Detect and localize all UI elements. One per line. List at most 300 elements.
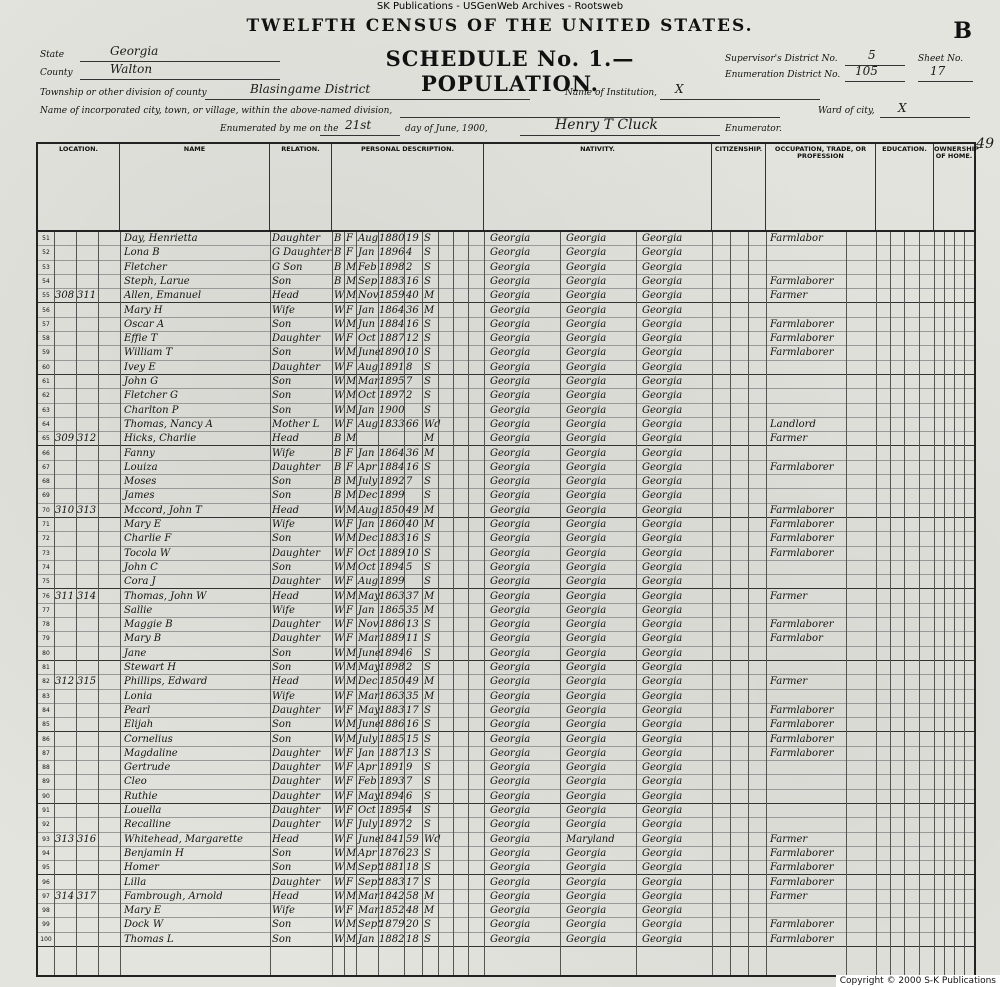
cell-m: S: [424, 404, 431, 416]
cell-s: M: [346, 290, 357, 302]
cell-occ: Farmlaborer: [770, 519, 834, 530]
cell-s: F: [346, 805, 353, 816]
cell-age: 17: [406, 876, 419, 888]
cell-s: F: [346, 333, 353, 345]
cell-m: S: [424, 261, 431, 273]
cell-father: Georgia: [566, 933, 607, 945]
cell-fam: 317: [77, 890, 97, 902]
cell-father: Georgia: [566, 290, 607, 302]
cell-name: Mccord, John T: [124, 504, 202, 516]
cell-mother: Georgia: [642, 519, 683, 530]
cell-father: Georgia: [566, 676, 607, 688]
cell-birth: Georgia: [490, 461, 531, 473]
cell-dw: [55, 604, 75, 618]
cell-birth: Georgia: [490, 404, 531, 416]
cell-age: 5: [406, 561, 413, 573]
cell-m: S: [424, 776, 431, 788]
cell-m: S: [424, 233, 431, 244]
cell-age: 16: [406, 461, 419, 473]
cell-name: Steph, Larue: [124, 275, 190, 287]
cell-c: W: [334, 519, 345, 530]
cell-mother: Georgia: [642, 476, 683, 488]
cell-s: M: [346, 733, 357, 745]
cell-fam: [77, 404, 97, 418]
line-number: 60: [42, 363, 50, 371]
cell-c: W: [334, 561, 345, 573]
cell-name: Lona B: [124, 247, 160, 259]
cell-mo: Mar: [358, 376, 379, 387]
cell-father: Georgia: [566, 461, 607, 473]
col-location: LOCATION.: [38, 144, 120, 232]
line-number: 74: [42, 563, 50, 571]
line-number: 93: [42, 835, 50, 843]
cell-father: Georgia: [566, 333, 607, 345]
cell-mother: Georgia: [642, 819, 683, 831]
cell-mother: Georgia: [642, 919, 683, 931]
line-number: 86: [42, 735, 50, 743]
cell-father: Georgia: [566, 704, 607, 716]
cell-rel: Son: [272, 662, 292, 673]
cell-m: S: [424, 561, 431, 573]
cell-dw: [55, 690, 75, 704]
cell-birth: Georgia: [490, 261, 531, 273]
cell-mother: Georgia: [642, 275, 683, 287]
cell-mother: Georgia: [642, 404, 683, 416]
cell-mother: Georgia: [642, 433, 683, 445]
cell-s: F: [346, 519, 353, 530]
col-ownership: OWNERSHIP OF HOME.: [934, 145, 979, 160]
cell-c: W: [334, 662, 345, 673]
cell-age: 17: [406, 704, 419, 716]
cell-c: W: [334, 819, 345, 831]
cell-s: M: [346, 561, 357, 573]
cell-m: S: [424, 333, 431, 345]
cell-mother: Georgia: [642, 890, 683, 902]
cell-s: M: [346, 347, 357, 359]
cell-rel: G Daughter: [272, 247, 332, 259]
cell-father: Georgia: [566, 762, 607, 774]
line-number: 66: [42, 449, 50, 457]
cell-mo: Sep: [358, 275, 378, 287]
table-row: [38, 733, 974, 747]
cell-s: M: [346, 847, 357, 859]
cell-rel: G Son: [272, 261, 303, 273]
cell-c: B: [334, 233, 342, 244]
cell-dw: [55, 261, 75, 275]
cell-yr: 1881: [379, 862, 405, 874]
cell-birth: Georgia: [490, 447, 531, 459]
cell-s: F: [346, 418, 353, 430]
cell-m: M: [424, 604, 435, 616]
cell-occ: Farmlaborer: [770, 847, 834, 859]
cell-dw: [55, 304, 75, 318]
cell-father: Georgia: [566, 390, 607, 402]
line-number: 69: [42, 492, 50, 500]
cell-father: Georgia: [566, 561, 607, 573]
cell-dw: [55, 561, 75, 575]
cell-fam: [77, 847, 97, 861]
cell-s: M: [346, 533, 357, 545]
cell-dw: [55, 332, 75, 346]
cell-mo: Apr: [358, 762, 377, 774]
cell-age: 23: [406, 847, 419, 859]
table-row: [38, 747, 974, 761]
cell-rel: Daughter: [272, 762, 320, 774]
cell-m: S: [424, 862, 431, 874]
cell-age: 48: [406, 905, 419, 917]
cell-age: 7: [406, 476, 413, 488]
cell-mo: Sept: [358, 876, 382, 888]
cell-yr: 1841: [379, 833, 405, 845]
cell-s: F: [346, 704, 353, 716]
cell-mother: Georgia: [642, 762, 683, 774]
cell-mo: Aug: [358, 418, 379, 430]
cell-rel: Son: [272, 404, 292, 416]
cell-age: 58: [406, 890, 419, 902]
cell-name: Whitehead, Margarette: [124, 833, 243, 845]
table-row: [38, 432, 974, 446]
cell-fam: 315: [77, 676, 97, 688]
line-number: 92: [42, 821, 50, 829]
cell-c: W: [334, 619, 345, 631]
cell-mo: Feb: [358, 776, 377, 788]
cell-c: W: [334, 376, 345, 387]
table-row: [38, 475, 974, 489]
cell-mo: Oct: [358, 561, 376, 573]
cell-occ: [770, 761, 846, 775]
cell-mother: Georgia: [642, 833, 683, 845]
cell-c: W: [334, 905, 345, 917]
cell-age: [406, 404, 422, 418]
cell-birth: Georgia: [490, 747, 531, 759]
cell-yr: 1850: [379, 504, 405, 516]
cell-rel: Daughter: [272, 747, 320, 759]
cell-mo: Apr: [358, 461, 377, 473]
table-row: [38, 518, 974, 532]
table-row: [38, 404, 974, 418]
table-row: [38, 332, 974, 346]
cell-father: Georgia: [566, 476, 607, 488]
census-table: [36, 142, 979, 977]
cell-fam: 316: [77, 833, 97, 845]
cell-m: M: [424, 504, 435, 516]
cell-fam: [77, 618, 97, 632]
cell-dw: [55, 775, 75, 789]
cell-mo: Jan: [358, 933, 375, 945]
cell-yr: 1852: [379, 905, 405, 917]
cell-dw: [55, 489, 75, 503]
cell-dw: [55, 761, 75, 775]
cell-name: Lonia: [124, 690, 153, 702]
cell-rel: Son: [272, 390, 292, 402]
cell-yr: 1894: [379, 647, 405, 659]
cell-name: Lilla: [124, 876, 147, 888]
cell-fam: [77, 876, 97, 890]
cell-age: 2: [406, 819, 413, 831]
cell-fam: [77, 647, 97, 661]
cell-father: Georgia: [566, 633, 607, 645]
table-row: [38, 661, 974, 675]
cell-name: Fanny: [124, 447, 155, 459]
cell-yr: 1899: [379, 490, 405, 502]
cell-name: Cora J: [124, 576, 156, 588]
cell-age: 8: [406, 361, 413, 373]
cell-mother: Georgia: [642, 247, 683, 259]
cell-fam: [77, 346, 97, 360]
cell-c: W: [334, 733, 345, 745]
cell-mo: May: [358, 590, 380, 602]
col-name: NAME: [120, 144, 270, 232]
cell-rel: Daughter: [272, 633, 320, 645]
cell-occ: Farmlaborer: [770, 747, 834, 759]
cell-s: M: [346, 890, 357, 902]
table-row: [38, 389, 974, 403]
cell-age: 37: [406, 590, 419, 602]
cell-occ: Farmlaborer: [770, 876, 834, 888]
cell-m: S: [424, 318, 431, 330]
cell-age: 16: [406, 533, 419, 545]
cell-yr: 1886: [379, 719, 405, 731]
cell-c: W: [334, 847, 345, 859]
cell-fam: [77, 547, 97, 561]
cell-mo: Nov: [358, 619, 379, 631]
cell-m: S: [424, 704, 431, 716]
cell-fam: [77, 475, 97, 489]
cell-fam: [77, 332, 97, 346]
cell-mother: Georgia: [642, 790, 683, 802]
cell-mother: Georgia: [642, 862, 683, 874]
cell-rel: Son: [272, 490, 292, 502]
cell-fam: [77, 790, 97, 804]
cell-s: M: [346, 719, 357, 731]
cell-father: Georgia: [566, 876, 607, 888]
cell-birth: Georgia: [490, 604, 531, 616]
table-row: [38, 375, 974, 389]
cell-c: W: [334, 361, 345, 373]
cell-rel: Daughter: [272, 461, 320, 473]
cell-mother: Georgia: [642, 776, 683, 788]
cell-age: [406, 432, 422, 446]
line-number: 53: [42, 263, 50, 271]
cell-m: S: [424, 361, 431, 373]
cell-occ: [770, 489, 846, 503]
cell-birth: Georgia: [490, 704, 531, 716]
line-number: 59: [42, 349, 50, 357]
cell-occ: Farmlaborer: [770, 862, 834, 874]
table-row: [38, 532, 974, 546]
sheet-no-label: Sheet No.: [918, 54, 964, 64]
cell-age: 12: [406, 333, 419, 345]
cell-rel: Son: [272, 733, 292, 745]
cell-mother: Georgia: [642, 376, 683, 387]
cell-fam: [77, 804, 97, 818]
cell-mo: June: [358, 647, 381, 659]
cell-yr: 1863: [379, 590, 405, 602]
cell-occ: Farmlabor: [770, 633, 823, 645]
cell-mother: Georgia: [642, 347, 683, 359]
cell-father: Georgia: [566, 404, 607, 416]
cell-s: M: [346, 662, 357, 673]
cell-occ: Farmlaborer: [770, 333, 834, 345]
cell-occ: Farmlaborer: [770, 275, 834, 287]
line-number: 65: [42, 435, 50, 443]
table-row: [38, 361, 974, 375]
cell-yr: 1865: [379, 604, 405, 616]
cell-mo: Oct: [358, 805, 376, 816]
cell-s: M: [346, 318, 357, 330]
cell-dw: 310: [55, 504, 75, 516]
cell-occ: [770, 304, 846, 318]
cell-age: 2: [406, 662, 413, 673]
cell-occ: [770, 690, 846, 704]
cell-mother: Georgia: [642, 361, 683, 373]
cell-dw: [55, 461, 75, 475]
cell-fam: [77, 575, 97, 589]
cell-father: Georgia: [566, 533, 607, 545]
cell-father: Georgia: [566, 233, 607, 244]
cell-dw: [55, 918, 75, 932]
cell-yr: 1850: [379, 676, 405, 688]
cell-name: Ruthie: [124, 790, 158, 802]
col-nativity: NATIVITY.: [484, 144, 712, 232]
cell-c: B: [334, 447, 342, 459]
cell-father: Georgia: [566, 890, 607, 902]
table-row: [38, 275, 974, 289]
cell-rel: Wife: [272, 690, 295, 702]
cell-name: Benjamin H: [124, 847, 184, 859]
line-number: 100: [40, 935, 52, 943]
cell-rel: Wife: [272, 905, 295, 917]
cell-mo: Jan: [358, 304, 375, 316]
cell-occ: [770, 790, 846, 804]
cell-m: S: [424, 390, 431, 402]
cell-father: Georgia: [566, 805, 607, 816]
cell-c: W: [334, 418, 345, 430]
cell-c: W: [334, 762, 345, 774]
table-row: [38, 861, 974, 875]
county-label: County: [40, 68, 73, 78]
cell-father: Georgia: [566, 519, 607, 530]
cell-birth: Georgia: [490, 847, 531, 859]
copyright-notice: Copyright © 2000 S-K Publications: [836, 975, 1000, 987]
cell-age: 40: [406, 290, 419, 302]
cell-name: Oscar A: [124, 318, 165, 330]
cell-occ: [770, 775, 846, 789]
cell-yr: 1864: [379, 447, 405, 459]
cell-occ: [770, 604, 846, 618]
line-number: 70: [42, 506, 50, 514]
cell-age: 49: [406, 504, 419, 516]
cell-mother: Georgia: [642, 461, 683, 473]
cell-yr: 1886: [379, 619, 405, 631]
table-row: [38, 847, 974, 861]
cell-mo: Jan: [358, 519, 375, 530]
cell-m: S: [424, 747, 431, 759]
cell-rel: Son: [272, 318, 292, 330]
cell-dw: [55, 418, 75, 432]
cell-rel: Mother L: [272, 418, 320, 430]
line-number: 96: [42, 878, 50, 886]
table-row: [38, 690, 974, 704]
cell-mo: Mar: [358, 905, 379, 917]
table-row: [38, 504, 974, 518]
cell-birth: Georgia: [490, 776, 531, 788]
cell-birth: Georgia: [490, 390, 531, 402]
cell-yr: 1899: [379, 576, 405, 588]
cell-name: Homer: [124, 862, 159, 874]
cell-dw: [55, 933, 75, 947]
line-number: 79: [42, 635, 50, 643]
cell-fam: [77, 933, 97, 947]
cell-fam: [77, 375, 97, 389]
cell-m: S: [424, 662, 431, 673]
cell-yr: 1887: [379, 333, 405, 345]
cell-occ: [770, 575, 846, 589]
cell-age: 2: [406, 261, 413, 273]
cell-s: M: [346, 490, 357, 502]
cell-fam: [77, 747, 97, 761]
cell-name: Recalline: [124, 819, 171, 831]
line-number: 89: [42, 778, 50, 786]
cell-yr: 1890: [379, 347, 405, 359]
table-row: [38, 675, 974, 689]
state-value: Georgia: [110, 44, 159, 58]
cell-mother: Georgia: [642, 233, 683, 244]
institution-label: Name of Institution,: [565, 88, 658, 98]
enum-district-value: 105: [855, 64, 878, 78]
cell-m: S: [424, 547, 431, 559]
cell-birth: Georgia: [490, 561, 531, 573]
cell-s: M: [346, 261, 357, 273]
table-row: [38, 804, 974, 818]
cell-mother: Georgia: [642, 261, 683, 273]
cell-mother: Georgia: [642, 704, 683, 716]
cell-fam: 311: [77, 290, 97, 302]
cell-s: F: [346, 233, 353, 244]
cell-mother: Georgia: [642, 447, 683, 459]
census-title: TWELFTH CENSUS OF THE UNITED STATES.: [246, 16, 754, 36]
enumerator-value: Henry T Cluck: [555, 117, 658, 133]
line-number: 54: [42, 277, 50, 285]
cell-s: F: [346, 747, 353, 759]
table-row: [38, 876, 974, 890]
cell-yr: 1883: [379, 533, 405, 545]
cell-m: M: [424, 690, 435, 702]
line-number: 80: [42, 649, 50, 657]
cell-mother: Georgia: [642, 805, 683, 816]
cell-c: W: [334, 547, 345, 559]
cell-c: B: [334, 461, 342, 473]
cell-birth: Georgia: [490, 919, 531, 931]
cell-birth: Georgia: [490, 762, 531, 774]
cell-dw: [55, 661, 75, 675]
col-relation: RELATION.: [270, 144, 332, 232]
cell-yr: 1895: [379, 805, 405, 816]
cell-m: M: [424, 890, 435, 902]
cell-yr: 1882: [379, 933, 405, 945]
cell-occ: [770, 361, 846, 375]
cell-name: Maggie B: [124, 619, 173, 631]
line-number: 99: [42, 921, 50, 929]
cell-yr: 1891: [379, 361, 405, 373]
cell-birth: Georgia: [490, 690, 531, 702]
cell-fam: [77, 704, 97, 718]
cell-father: Georgia: [566, 819, 607, 831]
cell-age: [406, 575, 422, 589]
cell-dw: [55, 318, 75, 332]
line-number: 78: [42, 621, 50, 629]
cell-fam: [77, 604, 97, 618]
